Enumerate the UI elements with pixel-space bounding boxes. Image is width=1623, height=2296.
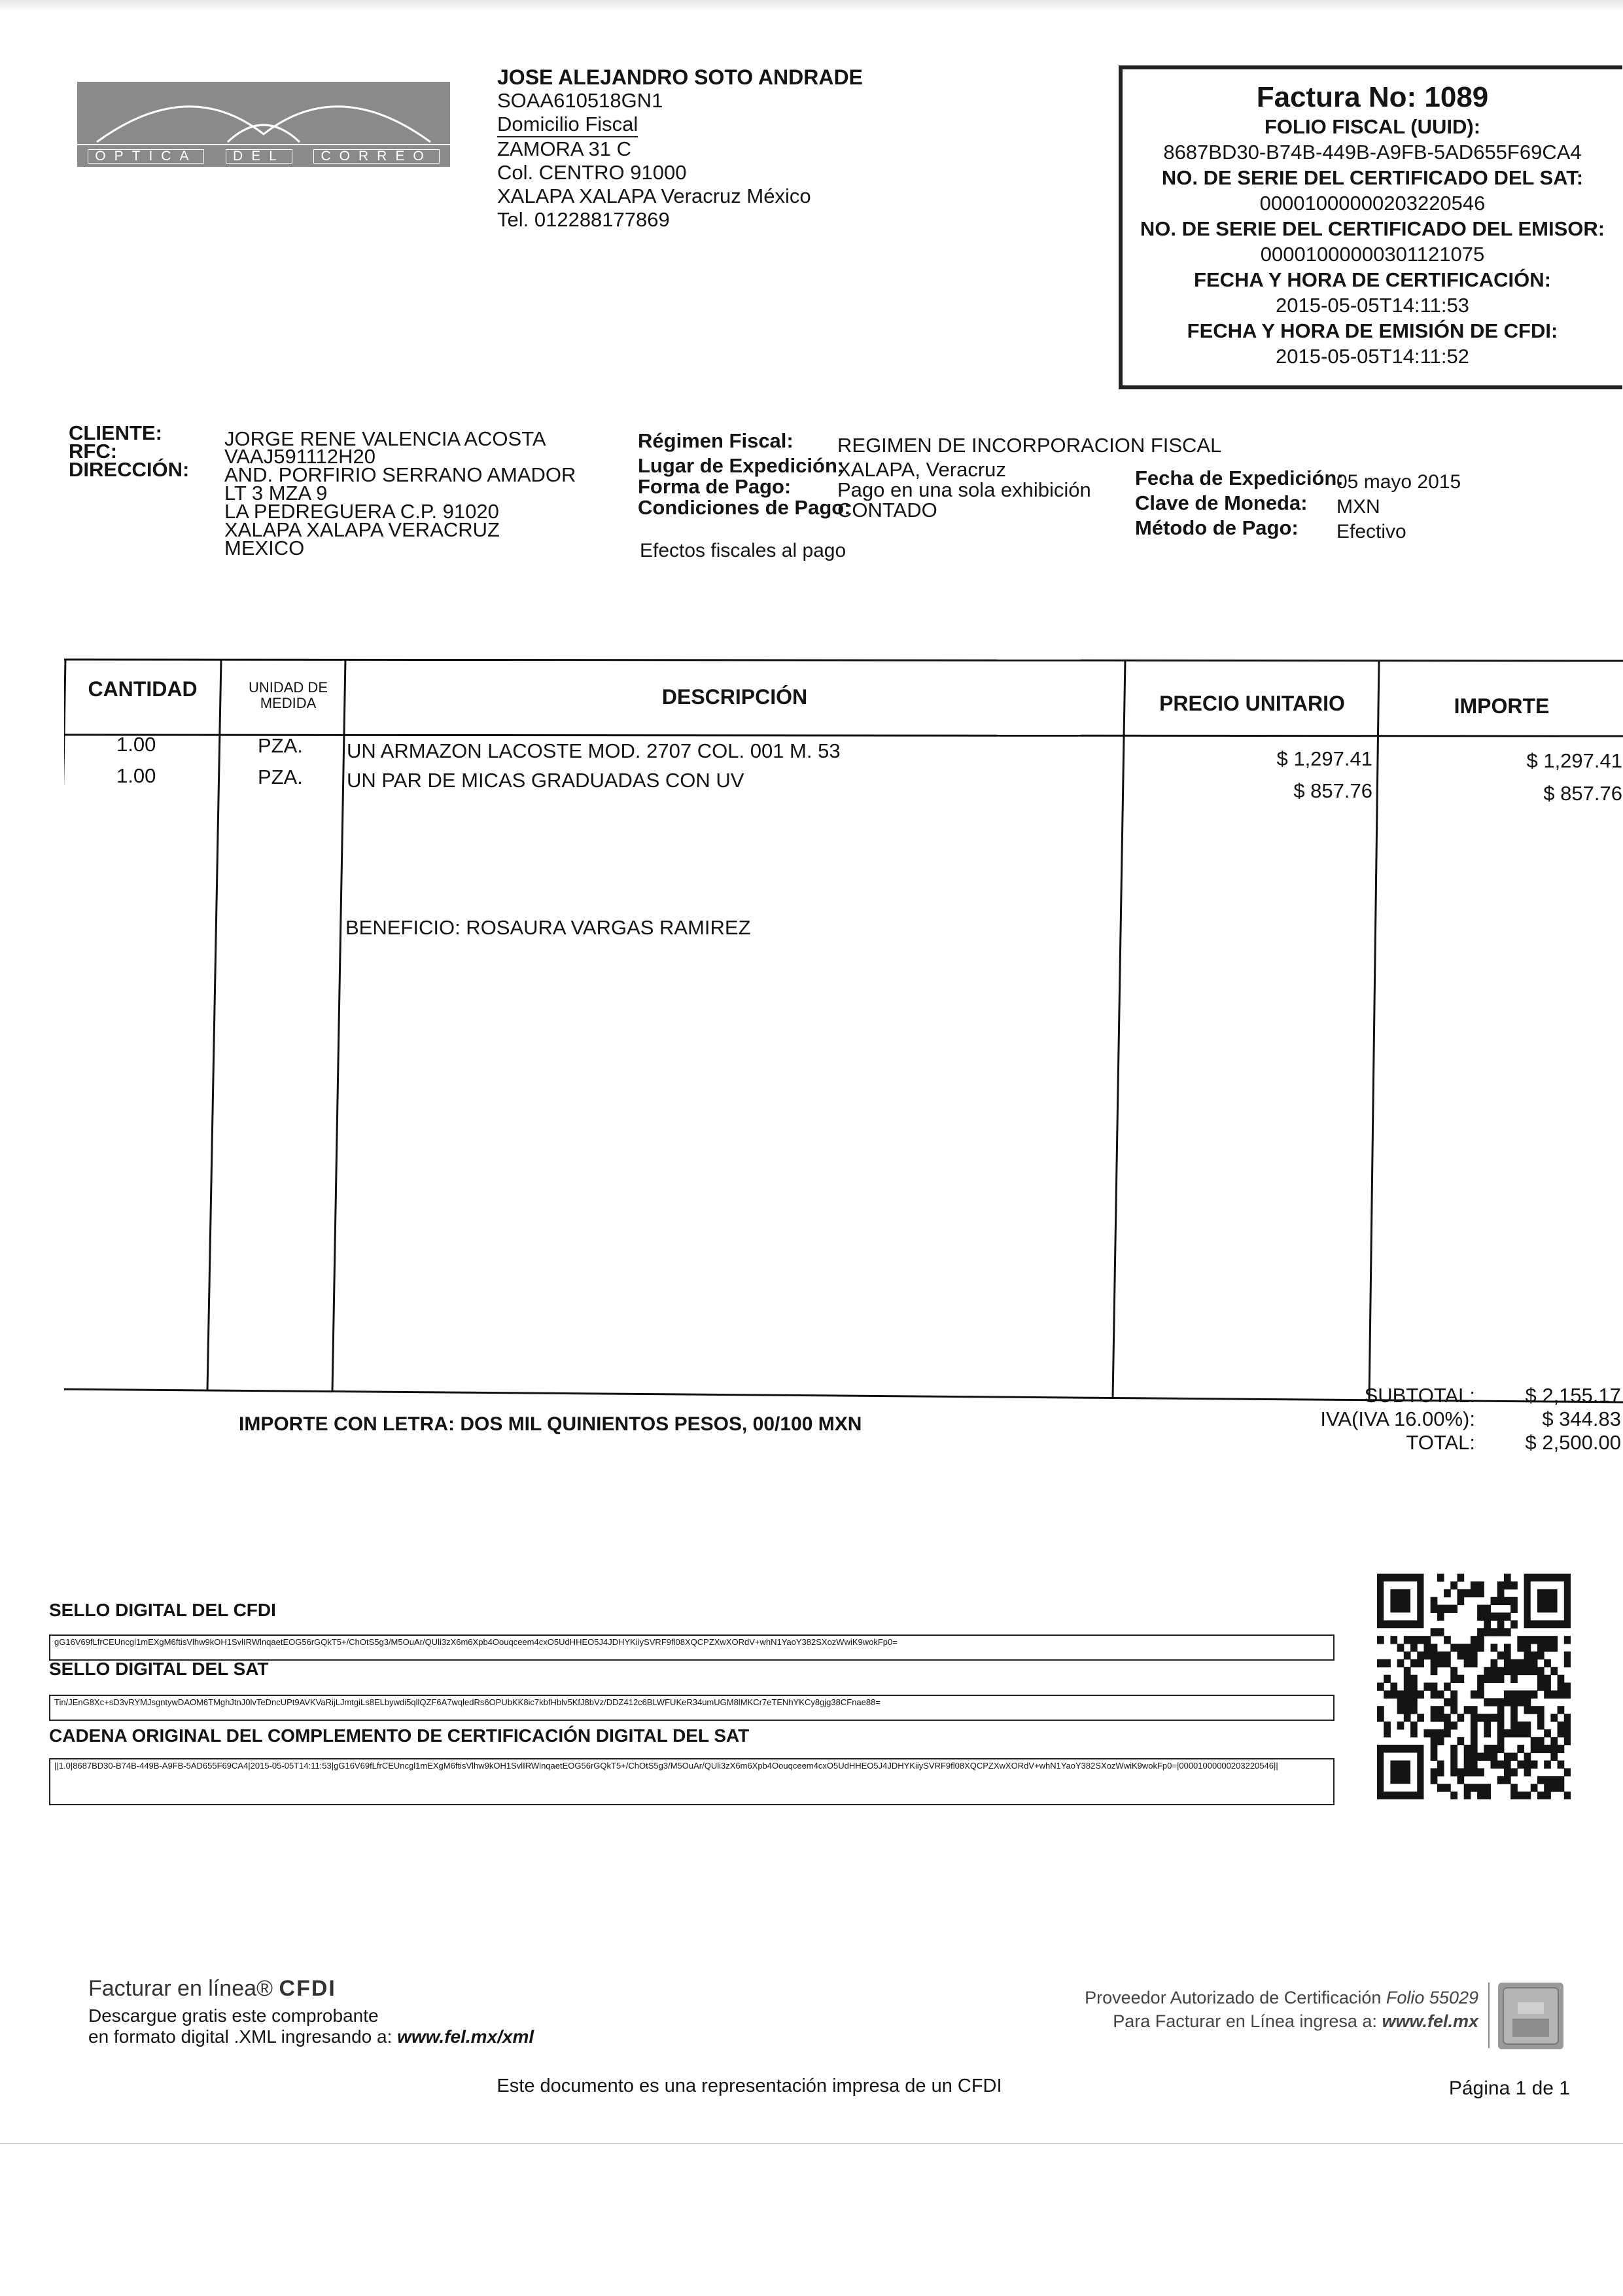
row-2-descripcion: UN PAR DE MICAS GRADUADAS CON UV: [347, 769, 744, 792]
scan-edge: [0, 0, 1623, 12]
header-importe: IMPORTE: [1454, 694, 1550, 718]
client-address-line: LT 3 MZA 9: [224, 482, 328, 504]
subtotal-label: SUBTOTAL:: [1364, 1384, 1475, 1407]
total-value: $ 2,500.00: [1525, 1431, 1621, 1454]
invoice-info-box: [1119, 65, 1622, 389]
logo-word-del: DEL: [226, 149, 292, 164]
page-number: Página 1 de 1: [1448, 2077, 1570, 2099]
row-1-unidad: PZA.: [258, 734, 303, 757]
iva-label: IVA(IVA 16.00%):: [1320, 1407, 1475, 1430]
efectos-fiscales-note: Efectos fiscales al pago: [640, 540, 846, 561]
row-1-descripcion: UN ARMAZON LACOSTE MOD. 2707 COL. 001 M. 53: [347, 739, 841, 762]
representacion-text: Este documento es una representación impresa de un CFDI: [497, 2075, 1002, 2096]
condiciones-value: CONTADO: [837, 499, 937, 521]
bottom-rule: [0, 2143, 1623, 2144]
emisor-cert-value: 00001000000301121075: [1260, 243, 1485, 266]
client-name: JORGE RENE VALENCIA ACOSTA: [224, 427, 546, 450]
emisor-cert-label: NO. DE SERIE DEL CERTIFICADO DEL EMISOR:: [1140, 217, 1605, 240]
issuer-block: [497, 65, 863, 232]
sat-cert-value: 00001000000203220546: [1259, 192, 1486, 215]
sello-sat-label: SELLO DIGITAL DEL SAT: [49, 1659, 269, 1679]
client-address-line: AND. PORFIRIO SERRANO AMADOR: [224, 463, 576, 486]
moneda-value: MXN: [1336, 496, 1380, 518]
lugar-label: Lugar de Expedición:: [638, 454, 845, 477]
direccion-label: DIRECCIÓN:: [69, 458, 190, 481]
fecha-exp-value: 05 mayo 2015: [1336, 471, 1461, 493]
client-rfc: VAAJ591112H20: [224, 445, 375, 468]
issuer-phone: Tel. 012288177869: [497, 208, 670, 231]
metodo-value: Efectivo: [1336, 521, 1406, 542]
folio-label: FOLIO FISCAL (UUID):: [1264, 115, 1481, 138]
iva-value: $ 344.83: [1542, 1407, 1621, 1430]
subtotal-value: $ 2,155.17: [1525, 1384, 1621, 1407]
fecha-exp-label: Fecha de Expedición:: [1135, 467, 1344, 489]
expedicion-values: [1336, 470, 1461, 544]
fiscal-labels: [638, 429, 851, 520]
fel-xml-line: [88, 2026, 534, 2047]
pac-url-prefix: Para Facturar en Línea ingresa a:: [1113, 2011, 1377, 2031]
emision-date-label: FECHA Y HORA DE EMISIÓN DE CFDI:: [1187, 319, 1558, 342]
importe-letra-value: DOS MIL QUINIENTOS PESOS, 00/100 MXN: [460, 1413, 862, 1435]
client-address-line: LA PEDREGUERA C.P. 91020: [224, 500, 499, 523]
regimen-label: Régimen Fiscal:: [638, 429, 794, 452]
pac-line: [916, 1988, 1478, 2008]
row-1-precio: $ 1,297.41: [1276, 747, 1372, 770]
row-2-importe: $ 857.76: [1543, 782, 1622, 805]
issuer-colonia: Col. CENTRO 91000: [497, 161, 687, 184]
forma-label: Forma de Pago:: [638, 475, 792, 498]
logo-word-optica: OPTICA: [88, 149, 204, 164]
issuer-city: XALAPA XALAPA Veracruz México: [497, 185, 811, 207]
logo-word-correo: CORREO: [313, 149, 439, 164]
cadena-original-label: CADENA ORIGINAL DEL COMPLEMENTO DE CERTIFICACIÓN DIGITAL DEL SAT: [49, 1725, 750, 1746]
header-precio: PRECIO UNITARIO: [1159, 692, 1345, 715]
importe-con-letra: [239, 1413, 862, 1436]
moneda-label: Clave de Moneda:: [1135, 491, 1308, 514]
importe-letra-label: IMPORTE CON LETRA:: [239, 1413, 455, 1435]
client-labels: [69, 421, 190, 481]
fel-xml-prefix: en formato digital .XML ingresando a:: [88, 2026, 393, 2047]
beneficio-note: BENEFICIO: ROSAURA VARGAS RAMIREZ: [345, 916, 751, 939]
representacion-line: [0, 2075, 1623, 2097]
domicilio-label: Domicilio Fiscal: [497, 113, 638, 137]
expedicion-labels: [1135, 466, 1344, 540]
cert-date-label: FECHA Y HORA DE CERTIFICACIÓN:: [1194, 268, 1551, 291]
regimen-value: REGIMEN DE INCORPORACION FISCAL: [837, 434, 1222, 457]
lugar-value: XALAPA, Veracruz: [837, 458, 1006, 481]
client-address-line: MEXICO: [224, 537, 305, 559]
header-descripcion: DESCRIPCIÓN: [661, 685, 808, 709]
items-table: [64, 658, 1623, 1404]
row-2-unidad: PZA.: [258, 766, 303, 788]
qr-code: [1377, 1574, 1571, 1799]
header-unidad: UNIDAD DE MEDIDA: [248, 679, 328, 711]
totals-labels: [1302, 1384, 1475, 1455]
fel-brand-text: Facturar en línea®: [88, 1976, 273, 2001]
company-logo: [77, 82, 450, 167]
cliente-label: CLIENTE:: [69, 421, 162, 444]
totals-values: [1498, 1384, 1621, 1455]
row-2-precio: $ 857.76: [1293, 779, 1372, 802]
row-1-cantidad: 1.00: [116, 733, 156, 756]
qr-code-graphic: [1377, 1574, 1571, 1799]
fel-brand-cfdi: CFDI: [279, 1976, 336, 2001]
sello-cfdi-box: gG16V69fLfrCEUncgl1mEXgM6ftisVlhw9kOH1SvlIRWlnqaetEOG56rGQkT5+/ChOtS5g3/M5OuAr/QUli3zX6m6Xpb4Oouqceem4cxO5UdHHEO5J4JDHYKiiySVRF9fl08XQCPZXwXORdV+whN1YaoY382SXozWwiK9wokFp0=: [49, 1634, 1335, 1661]
total-label: TOTAL:: [1406, 1431, 1475, 1454]
header-cantidad: CANTIDAD: [88, 677, 198, 701]
pac-seal-icon: [1498, 1983, 1563, 2049]
metodo-label: Método de Pago:: [1135, 516, 1299, 539]
sello-sat-box: Tin/JEnG8Xc+sD3vRYMJsgntywDAOM6TMghJtnJ0lvTeDncUPt9AVKVaRijLJmtgiLs8ELbywdi5qllQZF6A7wqledRs6OPUbKK8ic7kbfHblv5KfJ8bVz/DDZ412c6BLWFUKeR34umUGM8lMKCr7eTENhYKCy8gjg38CFnae88=: [49, 1695, 1335, 1721]
pac-divider: [1488, 1983, 1490, 2048]
pac-folio: Folio 55029: [1386, 1988, 1478, 2007]
row-1-importe: $ 1,297.41: [1526, 749, 1622, 772]
folio-value: 8687BD30-B74B-449B-A9FB-5AD655F69CA4: [1163, 141, 1582, 164]
pac-url-line: [916, 2011, 1478, 2032]
pac-prefix: Proveedor Autorizado de Certificación: [1085, 1988, 1382, 2007]
issuer-rfc: SOAA610518GN1: [497, 89, 663, 112]
issuer-street: ZAMORA 31 C: [497, 137, 631, 160]
cert-date-value: 2015-05-05T14:11:53: [1276, 294, 1469, 317]
forma-value: Pago en una sola exhibición: [837, 478, 1091, 501]
condiciones-label: Condiciones de Pago:: [638, 496, 851, 519]
rfc-label: RFC:: [69, 440, 118, 463]
client-values: [224, 429, 576, 559]
fel-brand: [88, 1976, 336, 2002]
fel-download-line: Descargue gratis este comprobante: [88, 2005, 379, 2026]
sat-cert-label: NO. DE SERIE DEL CERTIFICADO DEL SAT:: [1161, 166, 1584, 189]
fel-xml-link[interactable]: www.fel.mx/xml: [397, 2026, 534, 2047]
pac-url-link[interactable]: www.fel.mx: [1382, 2011, 1478, 2031]
invoice-number: Factura No: 1089: [1256, 81, 1489, 113]
cadena-original-box: ||1.0|8687BD30-B74B-449B-A9FB-5AD655F69CA4|2015-05-05T14:11:53|gG16V69fLfrCEUncgl1mEXgM6ftisVlhw9kOH1SvlIRWlnqaetEOG56rGQkT5+/ChOtS5g3/M5OuAr/QUli3zX6m6Xpb4Oouqceem4cxO5UdHHEO5J4JDHYKiiySVRF9fl08XQCPZXwXORdV+whN1YaoY382SXozWwiK9wokFp0=|00001000000203220546||: [49, 1758, 1335, 1805]
emision-date-value: 2015-05-05T14:11:52: [1276, 345, 1469, 368]
row-2-cantidad: 1.00: [116, 764, 156, 787]
sello-cfdi-label: SELLO DIGITAL DEL CFDI: [49, 1600, 276, 1620]
issuer-name: JOSE ALEJANDRO SOTO ANDRADE: [497, 65, 863, 89]
client-address-line: XALAPA XALAPA VERACRUZ: [224, 518, 500, 541]
